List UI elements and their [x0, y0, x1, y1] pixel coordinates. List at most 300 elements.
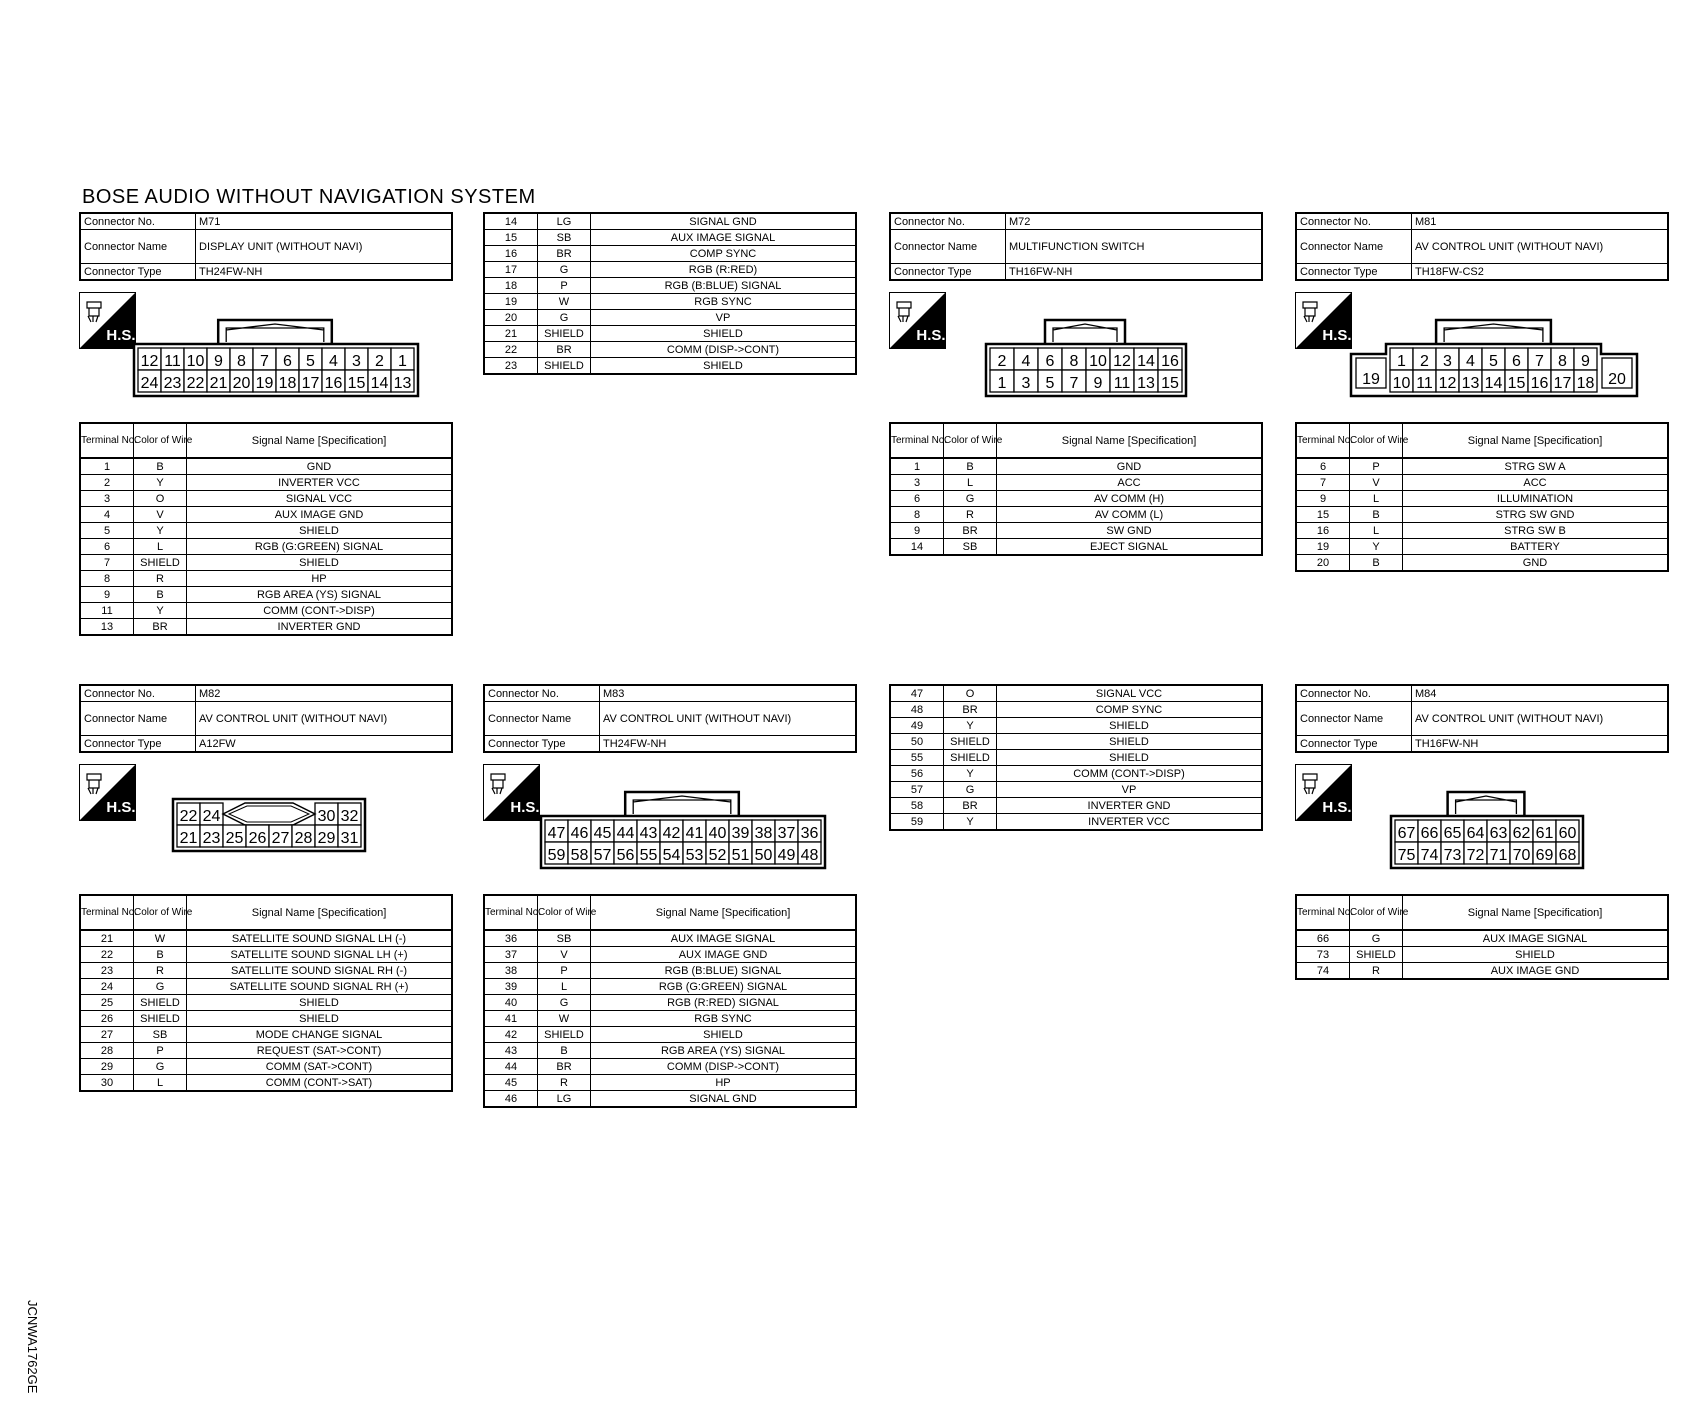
- svg-text:1: 1: [398, 353, 407, 370]
- connector-pin: [161, 348, 184, 370]
- connector-pin: [637, 842, 660, 864]
- svg-text:7: 7: [1069, 375, 1079, 392]
- connector-pin: [614, 820, 637, 842]
- wire-color: B: [1350, 555, 1403, 572]
- wire-color: BR: [944, 523, 997, 539]
- svg-text:4: 4: [1021, 353, 1031, 370]
- connector-pin: [1574, 370, 1597, 392]
- connector-name-value: DISPLAY UNIT (WITHOUT NAVI): [196, 230, 453, 264]
- wire-color: G: [134, 1059, 187, 1075]
- wire-color: R: [538, 1075, 591, 1091]
- signal-name: RGB (B:BLUE) SIGNAL: [591, 963, 857, 979]
- signal-name-header: Signal Name [Specification]: [997, 423, 1263, 458]
- wire-color: SHIELD: [944, 734, 997, 750]
- connector-pin: [775, 842, 798, 864]
- signal-name-header: Signal Name [Specification]: [1403, 895, 1669, 930]
- table-row: [484, 1011, 856, 1027]
- connector-face-m72: [985, 318, 1187, 398]
- connector-pin: [1110, 348, 1134, 370]
- wire-color: V: [1350, 475, 1403, 491]
- color-of-wire-header: Color of Wire: [134, 423, 187, 458]
- connector-pin: [345, 370, 368, 392]
- svg-text:11: 11: [1113, 375, 1131, 392]
- table-row: [1296, 930, 1668, 947]
- terminal-no: 16: [1296, 523, 1350, 539]
- wire-color: P: [538, 278, 591, 294]
- connector-pin: [1441, 842, 1464, 864]
- terminal-no-header: Terminal No.: [80, 895, 134, 930]
- wire-color: BR: [134, 619, 187, 636]
- signal-name: INVERTER GND: [187, 619, 453, 636]
- table-row: [1296, 475, 1668, 491]
- connector-pin: [207, 370, 230, 392]
- connector-name-label: Connector Name: [1296, 230, 1412, 264]
- table-row: [80, 491, 452, 507]
- terminal-no-header: Terminal No.: [890, 423, 944, 458]
- connector-pin: [223, 825, 246, 847]
- svg-text:3: 3: [1021, 375, 1031, 392]
- connector-face-m81: [1350, 318, 1639, 398]
- signal-name: SATELLITE SOUND SIGNAL LH (+): [187, 947, 453, 963]
- svg-text:9: 9: [1093, 375, 1103, 392]
- connector-no-label: Connector No.: [1296, 213, 1412, 230]
- wire-color: W: [538, 294, 591, 310]
- connector-pin: [614, 842, 637, 864]
- svg-text:65: 65: [1443, 825, 1462, 842]
- terminal-no: 25: [80, 995, 134, 1011]
- harness-side-icon: [889, 292, 946, 349]
- svg-text:16: 16: [1530, 375, 1549, 392]
- terminal-no: 26: [80, 1011, 134, 1027]
- svg-text:23: 23: [202, 830, 221, 847]
- pin-table-m71: [79, 422, 453, 636]
- table-row: [484, 294, 856, 310]
- connector-pin: [545, 820, 568, 842]
- table-row: [890, 718, 1262, 734]
- terminal-no: 41: [484, 1011, 538, 1027]
- connector-pin: [1505, 370, 1528, 392]
- table-row: [1296, 947, 1668, 963]
- signal-name: RGB (R:RED) SIGNAL: [591, 995, 857, 1011]
- svg-text:5: 5: [1045, 375, 1055, 392]
- document-code: JCNWA1762GE: [25, 1300, 40, 1394]
- table-row: [890, 491, 1262, 507]
- svg-text:44: 44: [616, 825, 635, 842]
- terminal-no: 27: [80, 1027, 134, 1043]
- connector-no-value: M72: [1006, 213, 1263, 230]
- wire-color: B: [134, 947, 187, 963]
- signal-name: SIGNAL VCC: [187, 491, 453, 507]
- wire-color: L: [538, 979, 591, 995]
- signal-name: COMP SYNC: [591, 246, 857, 262]
- signal-name: VP: [997, 782, 1263, 798]
- connector-pin: [276, 348, 299, 370]
- terminal-no: 18: [484, 278, 538, 294]
- terminal-no: 57: [890, 782, 944, 798]
- wire-color: P: [134, 1043, 187, 1059]
- connector-pin: [1413, 370, 1436, 392]
- terminal-no: 14: [484, 213, 538, 230]
- signal-name: STRG SW A: [1403, 458, 1669, 475]
- terminal-no: 66: [1296, 930, 1350, 947]
- signal-name: AUX IMAGE GND: [591, 947, 857, 963]
- table-row: [1296, 539, 1668, 555]
- table-row: [80, 1043, 452, 1059]
- connector-pin: [1395, 842, 1418, 864]
- terminal-no: 22: [484, 342, 538, 358]
- pin-table-m84: [1295, 894, 1669, 980]
- signal-name: RGB SYNC: [591, 1011, 857, 1027]
- signal-name: INVERTER GND: [997, 798, 1263, 814]
- terminal-no: 8: [80, 571, 134, 587]
- terminal-no: 49: [890, 718, 944, 734]
- wire-color: B: [134, 587, 187, 603]
- wire-color: SHIELD: [944, 750, 997, 766]
- connector-pin: [1038, 370, 1062, 392]
- signal-name: SHIELD: [591, 326, 857, 342]
- signal-name: SHIELD: [997, 750, 1263, 766]
- svg-text:30: 30: [317, 808, 336, 825]
- wire-color: G: [1350, 930, 1403, 947]
- pin-table-m71-continued: [483, 212, 857, 375]
- table-row: [484, 246, 856, 262]
- connector-name-label: Connector Name: [80, 702, 196, 736]
- svg-text:75: 75: [1397, 847, 1416, 864]
- svg-text:15: 15: [1507, 375, 1526, 392]
- svg-text:70: 70: [1512, 847, 1531, 864]
- svg-text:50: 50: [754, 847, 773, 864]
- table-row: [890, 734, 1262, 750]
- svg-text:19: 19: [255, 375, 274, 392]
- connector-type-value: TH24FW-NH: [600, 736, 857, 753]
- connector-type-value: TH16FW-NH: [1006, 264, 1263, 281]
- svg-text:15: 15: [347, 375, 366, 392]
- table-row: [80, 995, 452, 1011]
- hs-label: H.S.: [916, 327, 946, 344]
- svg-text:68: 68: [1558, 847, 1577, 864]
- svg-text:18: 18: [278, 375, 297, 392]
- connector-pin: [269, 825, 292, 847]
- svg-text:41: 41: [685, 825, 704, 842]
- svg-text:21: 21: [209, 375, 228, 392]
- wire-color: G: [944, 782, 997, 798]
- connector-pin: [660, 842, 683, 864]
- connector-pin: [138, 348, 161, 370]
- table-row: [890, 475, 1262, 491]
- color-of-wire-header: Color of Wire: [1350, 423, 1403, 458]
- terminal-no: 7: [1296, 475, 1350, 491]
- svg-text:38: 38: [754, 825, 773, 842]
- svg-text:3: 3: [1443, 353, 1452, 370]
- svg-text:46: 46: [570, 825, 589, 842]
- connector-pin: [1418, 820, 1441, 842]
- signal-name: SHIELD: [591, 358, 857, 375]
- connector-pin: [1158, 348, 1182, 370]
- signal-name: STRG SW GND: [1403, 507, 1669, 523]
- harness-side-icon: [79, 292, 136, 349]
- connector-pin: [660, 820, 683, 842]
- wire-color: SHIELD: [538, 1027, 591, 1043]
- connector-pin: [230, 370, 253, 392]
- table-row: [1296, 507, 1668, 523]
- connector-pin: [683, 820, 706, 842]
- signal-name: GND: [187, 458, 453, 475]
- svg-text:6: 6: [283, 353, 292, 370]
- terminal-no: 1: [80, 458, 134, 475]
- connector-pin: [253, 348, 276, 370]
- color-of-wire-header: Color of Wire: [1350, 895, 1403, 930]
- connector-pin: [1551, 370, 1574, 392]
- table-row: [80, 1027, 452, 1043]
- svg-text:58: 58: [570, 847, 589, 864]
- table-row: [890, 539, 1262, 556]
- connector-pin: [990, 370, 1014, 392]
- connector-no-value: M71: [196, 213, 453, 230]
- terminal-no: 11: [80, 603, 134, 619]
- connector-name-label: Connector Name: [1296, 702, 1412, 736]
- signal-name: SIGNAL GND: [591, 213, 857, 230]
- connector-name-value: AV CONTROL UNIT (WITHOUT NAVI): [600, 702, 857, 736]
- connector-type-label: Connector Type: [80, 264, 196, 281]
- connector-name-value: AV CONTROL UNIT (WITHOUT NAVI): [1412, 230, 1669, 264]
- pin-table-header: [80, 423, 452, 458]
- svg-text:5: 5: [1489, 353, 1498, 370]
- svg-text:8: 8: [237, 353, 246, 370]
- pin-table-header: [1296, 895, 1668, 930]
- table-row: [484, 1027, 856, 1043]
- terminal-no: 23: [484, 358, 538, 375]
- svg-text:24: 24: [140, 375, 159, 392]
- signal-name: COMM (CONT->DISP): [187, 603, 453, 619]
- signal-name: EJECT SIGNAL: [997, 539, 1263, 556]
- svg-text:62: 62: [1512, 825, 1531, 842]
- table-row: [890, 798, 1262, 814]
- table-row: [80, 947, 452, 963]
- hs-label: H.S.: [106, 799, 136, 816]
- signal-name: REQUEST (SAT->CONT): [187, 1043, 453, 1059]
- wire-color: V: [538, 947, 591, 963]
- svg-text:12: 12: [1113, 353, 1131, 370]
- table-row: [484, 963, 856, 979]
- connector-pin: [1062, 348, 1086, 370]
- terminal-no: 4: [80, 507, 134, 523]
- pin-table-m72: [889, 422, 1263, 556]
- table-row: [80, 555, 452, 571]
- connector-pin: [1533, 820, 1556, 842]
- svg-text:18: 18: [1576, 375, 1595, 392]
- signal-name: AUX IMAGE SIGNAL: [1403, 930, 1669, 947]
- signal-name: AUX IMAGE GND: [187, 507, 453, 523]
- signal-name: RGB (R:RED): [591, 262, 857, 278]
- table-row: [484, 326, 856, 342]
- connector-pin: [345, 348, 368, 370]
- connector-no-label: Connector No.: [1296, 685, 1412, 702]
- terminal-no: 21: [80, 930, 134, 947]
- wire-color: O: [944, 685, 997, 702]
- svg-text:57: 57: [593, 847, 612, 864]
- signal-name: COMM (DISP->CONT): [591, 1059, 857, 1075]
- wire-color: R: [134, 963, 187, 979]
- page-title: BOSE AUDIO WITHOUT NAVIGATION SYSTEM: [82, 186, 536, 208]
- svg-text:9: 9: [1581, 353, 1590, 370]
- connector-pin: [990, 348, 1014, 370]
- signal-name: SATELLITE SOUND SIGNAL RH (+): [187, 979, 453, 995]
- terminal-no: 6: [80, 539, 134, 555]
- table-row: [1296, 523, 1668, 539]
- signal-name: SHIELD: [187, 995, 453, 1011]
- connector-pin: [1413, 348, 1436, 370]
- terminal-no: 20: [484, 310, 538, 326]
- harness-side-icon: [1295, 292, 1352, 349]
- color-of-wire-header: Color of Wire: [134, 895, 187, 930]
- signal-name: SIGNAL GND: [591, 1091, 857, 1108]
- wire-color: V: [134, 507, 187, 523]
- connector-pin: [1014, 370, 1038, 392]
- terminal-no: 50: [890, 734, 944, 750]
- terminal-no: 56: [890, 766, 944, 782]
- pin-table-m83: [483, 894, 857, 1108]
- terminal-no-header: Terminal No.: [484, 895, 538, 930]
- connector-pin: [1441, 820, 1464, 842]
- terminal-no: 15: [1296, 507, 1350, 523]
- table-row: [80, 979, 452, 995]
- svg-text:54: 54: [662, 847, 681, 864]
- terminal-no: 30: [80, 1075, 134, 1092]
- signal-name: VP: [591, 310, 857, 326]
- connector-pin: [1390, 370, 1413, 392]
- wire-color: BR: [538, 1059, 591, 1075]
- svg-text:6: 6: [1045, 353, 1055, 370]
- svg-text:3: 3: [352, 353, 361, 370]
- signal-name: GND: [1403, 555, 1669, 572]
- svg-text:4: 4: [1466, 353, 1475, 370]
- svg-text:25: 25: [225, 830, 244, 847]
- table-row: [484, 278, 856, 294]
- terminal-no: 73: [1296, 947, 1350, 963]
- connector-pin: [1556, 842, 1579, 864]
- svg-text:64: 64: [1466, 825, 1485, 842]
- connector-pin: [391, 370, 414, 392]
- connector-pin: [322, 370, 345, 392]
- connector-pin: [729, 842, 752, 864]
- svg-text:2: 2: [1420, 353, 1429, 370]
- svg-text:20: 20: [1608, 371, 1626, 388]
- svg-text:4: 4: [329, 353, 338, 370]
- hs-label: H.S.: [1322, 799, 1352, 816]
- signal-name: RGB (G:GREEN) SIGNAL: [187, 539, 453, 555]
- wire-color: G: [538, 995, 591, 1011]
- wire-color: L: [1350, 491, 1403, 507]
- table-row: [1296, 458, 1668, 475]
- wire-color: P: [1350, 458, 1403, 475]
- wire-color: G: [944, 491, 997, 507]
- terminal-no: 20: [1296, 555, 1350, 572]
- svg-text:31: 31: [340, 830, 359, 847]
- svg-text:61: 61: [1535, 825, 1554, 842]
- svg-text:36: 36: [800, 825, 819, 842]
- terminal-no: 40: [484, 995, 538, 1011]
- connector-no-value: M83: [600, 685, 857, 702]
- wire-color: SHIELD: [134, 555, 187, 571]
- connector-pin: [683, 842, 706, 864]
- terminal-no: 19: [1296, 539, 1350, 555]
- connector-name-label: Connector Name: [80, 230, 196, 264]
- connector-name-value: AV CONTROL UNIT (WITHOUT NAVI): [1412, 702, 1669, 736]
- wire-color: SHIELD: [134, 995, 187, 1011]
- terminal-no: 39: [484, 979, 538, 995]
- svg-text:63: 63: [1489, 825, 1508, 842]
- svg-text:17: 17: [301, 375, 320, 392]
- signal-name-header: Signal Name [Specification]: [187, 895, 453, 930]
- connector-name-label: Connector Name: [484, 702, 600, 736]
- svg-text:10: 10: [186, 353, 205, 370]
- wire-color: L: [944, 475, 997, 491]
- svg-text:27: 27: [271, 830, 290, 847]
- signal-name: AV COMM (H): [997, 491, 1263, 507]
- terminal-no: 58: [890, 798, 944, 814]
- connector-pin: [391, 348, 414, 370]
- terminal-no: 5: [80, 523, 134, 539]
- svg-text:7: 7: [260, 353, 269, 370]
- table-row: [484, 1043, 856, 1059]
- svg-text:67: 67: [1397, 825, 1416, 842]
- signal-name: COMM (SAT->CONT): [187, 1059, 453, 1075]
- svg-text:1: 1: [997, 375, 1007, 392]
- terminal-no: 48: [890, 702, 944, 718]
- color-of-wire-header: Color of Wire: [538, 895, 591, 930]
- svg-text:14: 14: [1137, 353, 1155, 370]
- table-row: [890, 523, 1262, 539]
- connector-pin: [368, 348, 391, 370]
- connector-pin: [299, 348, 322, 370]
- svg-text:11: 11: [164, 353, 181, 370]
- svg-text:24: 24: [202, 808, 221, 825]
- connector-pin: [1602, 358, 1632, 388]
- table-row: [484, 995, 856, 1011]
- wire-color: BR: [944, 798, 997, 814]
- connector-pin: [322, 348, 345, 370]
- svg-text:49: 49: [777, 847, 796, 864]
- terminal-no: 14: [890, 539, 944, 556]
- connector-pin: [1510, 820, 1533, 842]
- terminal-no: 9: [80, 587, 134, 603]
- signal-name: RGB (G:GREEN) SIGNAL: [591, 979, 857, 995]
- table-row: [80, 523, 452, 539]
- wire-color: SB: [538, 930, 591, 947]
- terminal-no: 3: [890, 475, 944, 491]
- signal-name: STRG SW B: [1403, 523, 1669, 539]
- connector-no-value: M84: [1412, 685, 1669, 702]
- svg-text:42: 42: [662, 825, 681, 842]
- connector-pin: [200, 825, 223, 847]
- wire-color: Y: [134, 523, 187, 539]
- connector-pin: [1390, 348, 1413, 370]
- svg-text:45: 45: [593, 825, 612, 842]
- svg-text:22: 22: [186, 375, 205, 392]
- signal-name-header: Signal Name [Specification]: [591, 895, 857, 930]
- wire-color: SB: [944, 539, 997, 556]
- terminal-no: 1: [890, 458, 944, 475]
- connector-no-value: M82: [196, 685, 453, 702]
- table-row: [80, 507, 452, 523]
- wire-color: Y: [134, 603, 187, 619]
- signal-name: SHIELD: [187, 555, 453, 571]
- connector-pin: [299, 370, 322, 392]
- connector-pin: [591, 842, 614, 864]
- connector-name-label: Connector Name: [890, 230, 1006, 264]
- table-row: [80, 930, 452, 947]
- signal-name: SHIELD: [591, 1027, 857, 1043]
